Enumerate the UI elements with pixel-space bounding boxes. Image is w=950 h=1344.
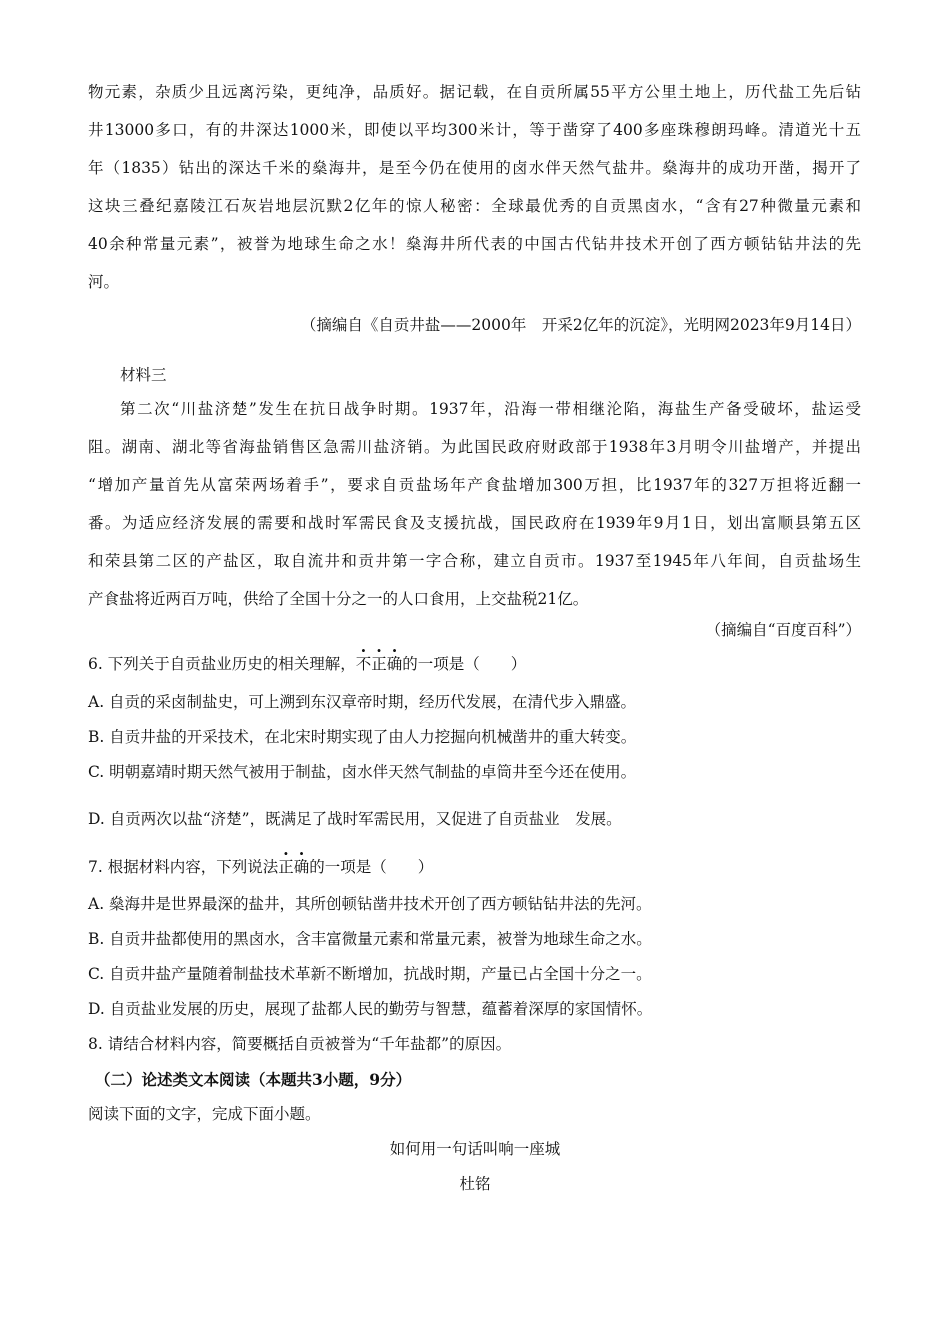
material2-line: 这块三叠纪嘉陵江石灰岩地层沉默2亿年的惊人秘密：全球最优秀的自贡黑卤水，“含有27种微量元素和 (88, 197, 861, 215)
material3-line: 阻。湖南、湖北等省海盐销售区急需川盐济销。为此国民政府财政部于1938年3月明令川盐增产，并提出 (88, 438, 861, 456)
material3-line: “增加产量首先从富荣两场着手”，要求自贡盐场年产食盐增加300万担，比1937年的327万担将近翻一 (88, 476, 861, 494)
material2-line: 40余种常量元素”，被誉为地球生命之水！燊海井所代表的中国古代钻井技术开创了西方顿钻钻井法的先 (88, 235, 861, 253)
question-6-option-d: D. 自贡两次以盐“济楚”，既满足了战时军需民用，又促进了自贡盐业 发展。 (88, 810, 622, 828)
material3-line: 和荣县第二区的产盐区，取自流井和贡井第一字合称，建立自贡市。1937至1945年八年间，自贡盐场生 (88, 552, 861, 570)
material3-line: 番。为适应经济发展的需要和战时军需民食及支援抗战，国民政府在1939年9月1日，划出富顺县第五区 (88, 514, 861, 532)
material3-heading: 材料三 (120, 366, 167, 384)
material3-line: 产食盐将近两百万吨，供给了全国十分之一的人口食用，上交盐税21亿。 (88, 590, 589, 608)
question-6-stem: 6. 下列关于自贡盐业历史的相关理解，不正确的一项是（ ） (88, 655, 527, 673)
section-heading: （二）论述类文本阅读（本题共3小题，9分） (95, 1070, 412, 1089)
question-6-option-c: C. 明朝嘉靖时期天然气被用于制盐，卤水伴天然气制盐的卓筒井至今还在使用。 (88, 763, 637, 781)
question-7-option-b: B. 自贡井盐都使用的黑卤水，含丰富微量元素和常量元素，被誉为地球生命之水。 (88, 930, 652, 948)
article-title: 如何用一句话叫响一座城 (389, 1140, 561, 1158)
question-6-option-a: A. 自贡的采卤制盐史，可上溯到东汉章帝时期，经历代发展，在清代步入鼎盛。 (88, 693, 637, 711)
material2-line: 年（1835）钻出的深达千米的燊海井，是至今仍在使用的卤水伴天然气盐井。燊海井的成功开凿，揭开了 (88, 159, 861, 177)
material2-line: 河。 (88, 273, 120, 291)
material2-line: 物元素，杂质少且远离污染，更纯净，品质好。据记载，在自贡所属55平方公里土地上，历代盐工先后钻 (88, 83, 861, 101)
question-7-option-a: A. 燊海井是世界最深的盐井，其所创顿钻凿井技术开创了西方顿钻钻井法的先河。 (88, 895, 652, 913)
section-instruction: 阅读下面的文字，完成下面小题。 (88, 1105, 321, 1123)
question-7-option-d: D. 自贡盐业发展的历史，展现了盐都人民的勤劳与智慧，蕴蓄着深厚的家国情怀。 (88, 1000, 653, 1018)
question-6-option-b: B. 自贡井盐的开采技术，在北宋时期实现了由人力挖掘向机械凿井的重大转变。 (88, 728, 637, 746)
material3-line: 第二次“川盐济楚”发生在抗日战争时期。1937年，沿海一带相继沦陷，海盐生产备受破坏，盐运受 (120, 400, 861, 418)
material2-source: （摘编自《自贡井盐——2000年 开采2亿年的沉淀》，光明网2023年9月14日） (300, 316, 861, 334)
article-author: 杜铭 (459, 1175, 491, 1193)
question-8-stem: 8. 请结合材料内容，简要概括自贡被誉为“千年盐都”的原因。 (88, 1035, 512, 1053)
question-7-option-c: C. 自贡井盐产量随着制盐技术革新不断增加，抗战时期，产量已占全国十分之一。 (88, 965, 652, 983)
question-7-stem: 7. 根据材料内容，下列说法正确的一项是（ ） (88, 858, 434, 876)
material3-source: （摘编自“百度百科”） (705, 621, 861, 639)
material2-line: 井13000多口，有的井深达1000米，即使以平均300米计，等于凿穿了400多座珠穆朗玛峰。清道光十五 (88, 121, 861, 139)
